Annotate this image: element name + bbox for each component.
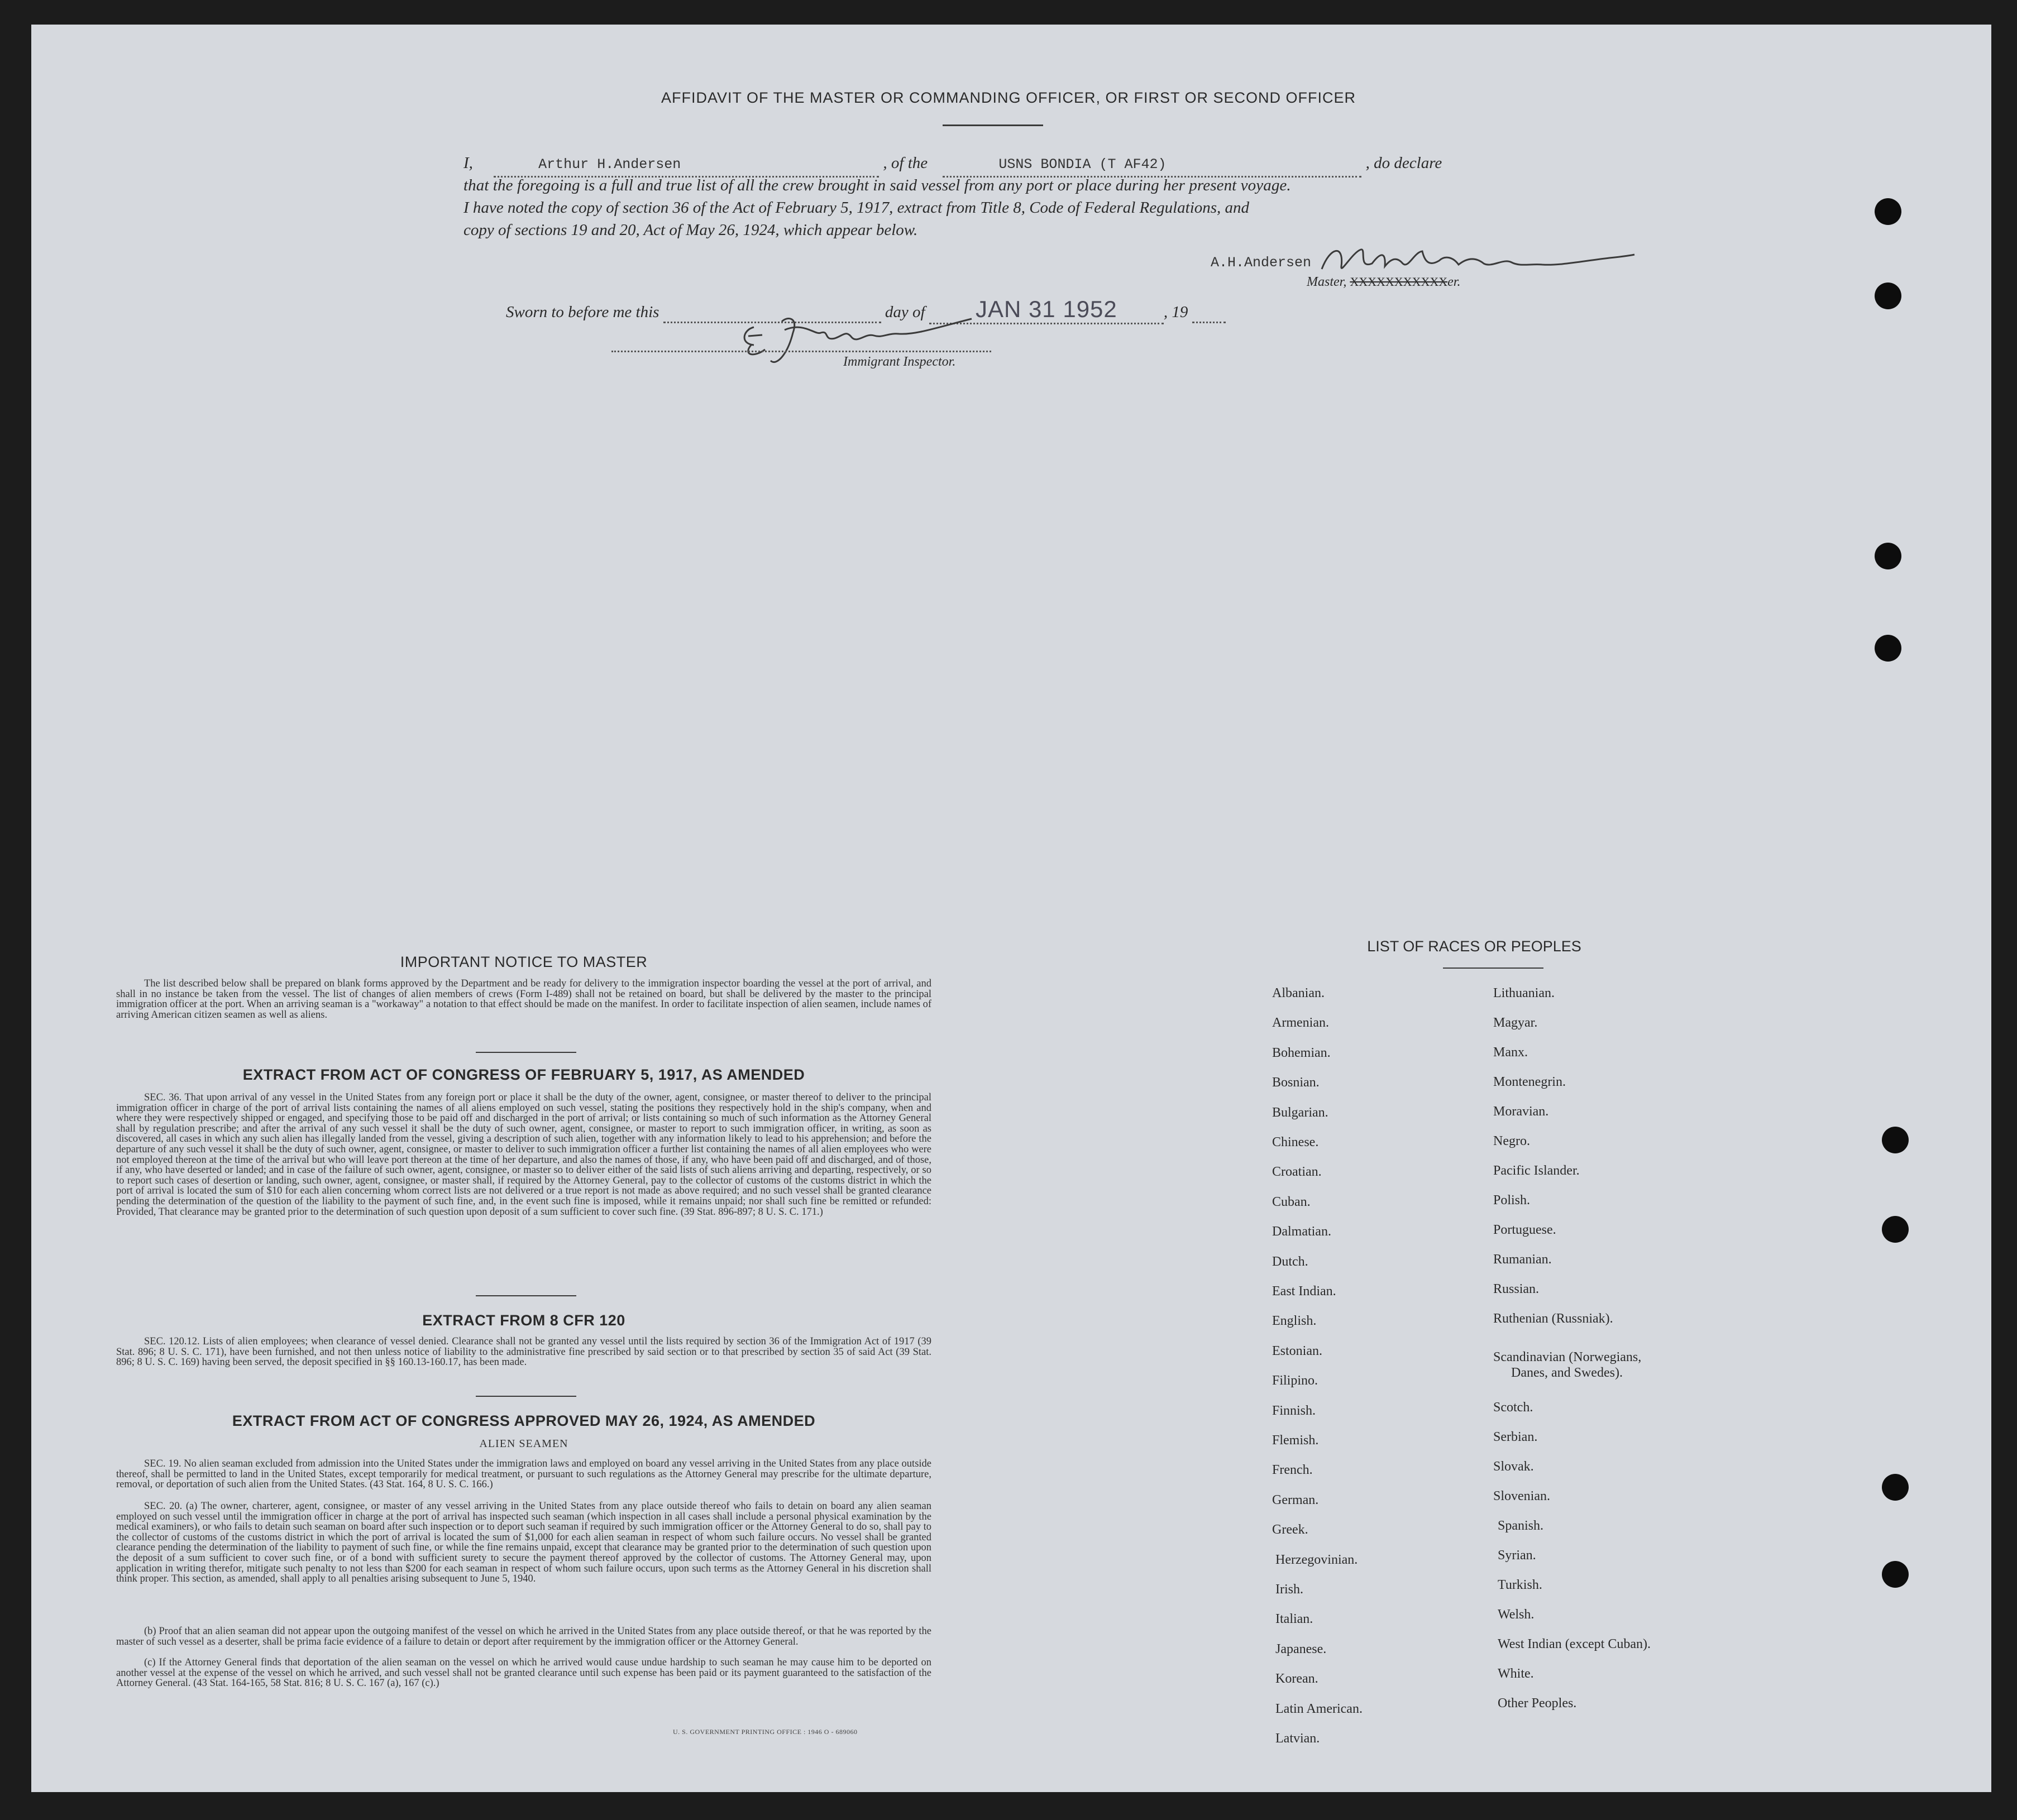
notice-body: The list described below shall be prepared on blank forms approved by the Department and be ready for delivery to the immigration inspector boarding the vessel at the port of arrival, and shall in no instance be taken from the vessel. The list of changes of alien members of crews (Form I-489) shall not be retained on board, but shall be delivered by the master to the principal immigration officer at the port. When an arriving seaman is a "workaway" a notation to that effect should be made on the manifest. In order to facilitate inspection of alien seamen, include names of arriving American citizen seamen as well as aliens. [116,978,931,1021]
race-item: Magyar. [1493,1016,1538,1030]
race-item: Slovenian. [1493,1489,1550,1503]
extract-8cfr-title: EXTRACT FROM 8 CFR 120 [422,1312,625,1329]
races-divider [1443,968,1543,969]
race-item: Serbian. [1493,1430,1538,1444]
race-item: White. [1498,1666,1534,1681]
race-item: Turkish. [1498,1578,1542,1592]
divider [476,1052,576,1053]
race-item: Dalmatian. [1272,1224,1331,1239]
year-field [1192,303,1226,323]
sec-20b-text: (b) Proof that an alien seaman did not appear upon the outgoing manifest of the vessel on which he arrived in the United States from any place outside thereof, or that he was reported by the master of such vessel as a deserter, shall be prima facie evidence of a failure to detain or deport after requirement by the immigration officer or the Attorney General. [116,1626,931,1647]
officer-suffix: er. [1447,275,1461,289]
affidavit-line-4: copy of sections 19 and 20, Act of May 26, 1924, which appear below. [463,221,918,239]
punch-hole [1875,198,1901,225]
race-item: Rumanian. [1493,1252,1552,1267]
affidavit-line-3: I have noted the copy of section 36 of the Act of February 5, 1917, extract from Title 8, Code of Federal Regulations, and [463,199,1250,217]
extract-1917-body: SEC. 36. That upon arrival of any vessel in the United States from any foreign port or place it shall be the duty of the owner, agent, consignee, or master thereof to deliver to the principal immigration officer in charge of the port of arrival lists containing the names of all aliens employed on such vessel, stating the positions they respectively hold in the ship's company, when and where they were respectively shipped or engaged, and specifying those to be paid off and discharged in the port of arrival; or lists containing so much of such information as the Attorney General shall by regulation prescribe; and after the arrival of any such vessel it shall be the duty of such owner, agent, consignee, or master to report to such immigration officer, in writing, as soon as discovered, all cases in which any such alien has illegally landed from the vessel, giving a description of such alien, together with any information likely to lead to his apprehension; and before the departure of any such vessel it shall be the duty of such owner, agent, consignee, or master to deliver to such immigration officer a further list containing the names of all alien employees who were not employed thereon at the time of the arrival but who will leave port thereon at the time of her departure, and also the names of those, if any, who have been paid off and discharged, and of those, if any, who have deserted or landed; and in case of the failure of such owner, agent, consignee, or master so to deliver either of the said lists of such aliens arriving and departing, respectively, or so to report such cases of desertion or landing, such owner, agent, consignee, or master shall, if required by the Attorney General, pay to the collector of customs of the customs district in which the port of arrival is located the sum of $10 for each alien concerning whom correct lists are not delivered or a true report is not made as above required; and no such vessel shall be granted clearance pending the determination of the question of the liability to the payment of such fine, and, in the event such fine is imposed, while it remains unpaid; nor shall such fine be remitted or refunded: Provided, That clearance may be granted prior to the determination of such question upon deposit of a sum sufficient to cover such fine. (39 Stat. 896-897; 8 U. S. C. 171.) [116,1092,931,1218]
of-the-label: , of the [883,154,928,172]
race-item: Japanese. [1275,1641,1327,1656]
punch-hole [1882,1216,1909,1243]
race-item: Cuban. [1272,1194,1311,1209]
race-item: Filipino. [1272,1373,1318,1388]
race-item: Italian. [1275,1612,1313,1627]
race-item: Flemish. [1272,1433,1319,1448]
punch-hole [1882,1561,1909,1588]
race-item: Albanian. [1272,986,1325,1000]
struck-text: XXXXXXXXXXX [1350,275,1448,289]
race-item: Finnish. [1272,1403,1316,1418]
punch-hole [1875,282,1901,309]
punch-hole [1882,1127,1909,1153]
race-item: Other Peoples. [1498,1696,1577,1711]
notice-title: IMPORTANT NOTICE TO MASTER [400,954,648,970]
race-item: West Indian (except Cuban). [1498,1637,1651,1651]
race-item: Lithuanian. [1493,986,1555,1000]
divider [476,1396,576,1397]
race-item: Syrian. [1498,1548,1536,1563]
do-declare-label: , do declare [1365,154,1442,172]
punch-hole [1875,543,1901,569]
race-item: Pacific Islander. [1493,1163,1580,1178]
master-label: Master, [1307,275,1347,289]
affidavit-line-2: that the foregoing is a full and true list of all the crew brought in said vessel from any port or place during her present voyage. [463,176,1291,194]
race-item: Estonian. [1272,1343,1322,1358]
divider [476,1295,576,1296]
alien-seamen-subtitle: ALIEN SEAMEN [479,1438,568,1450]
date-stamp: JAN 31 1952 [975,296,1117,322]
affidavit-title: AFFIDAVIT OF THE MASTER OR COMMANDING OFFICER, OR FIRST OR SECOND OFFICER [661,89,1356,106]
race-item: Manx. [1493,1045,1528,1060]
race-item: French. [1272,1463,1313,1478]
race-item: Negro. [1493,1134,1530,1148]
i-label: I, [463,154,473,172]
race-item: Armenian. [1272,1016,1329,1031]
punch-hole [1882,1474,1909,1501]
printer-imprint: U. S. GOVERNMENT PRINTING OFFICE : 1946 O - 689060 [673,1728,858,1736]
master-title-line [1307,275,1460,290]
race-item: Croatian. [1272,1165,1322,1180]
race-item: Welsh. [1498,1607,1535,1622]
race-item: Bohemian. [1272,1045,1331,1060]
race-item: Scotch. [1493,1400,1533,1415]
race-item: Danes, and Swedes). [1511,1366,1623,1380]
title-divider [943,124,1043,126]
races-title: LIST OF RACES OR PEOPLES [1367,938,1581,955]
race-item: Russian. [1493,1282,1540,1296]
race-item: Scandinavian (Norwegians, [1493,1350,1642,1364]
sec-20c-text: (c) If the Attorney General finds that deportation of the alien seaman on the vessel on which he arrived would cause undue hardship to such seaman he may cause him to be deported on another vessel at the expense of the vessel on which he arrived, and such vessel shall not be granted clearance until such expense has been paid or its payment guaranteed to the satisfaction of the Attorney General. (43 Stat. 164-165, 58 Stat. 816; 8 U. S. C. 167 (a), 167 (c).) [116,1657,931,1689]
punch-hole [1875,635,1901,662]
race-item: Slovak. [1493,1459,1534,1474]
sec-20a-text: SEC. 20. (a) The owner, charterer, agent, consignee, or master of any vessel arriving in the United States from any place outside thereof who fails to detain on board any alien seaman employed on such vessel until the immigration officer in charge at the port of arrival has inspected such seaman (which inspection in all cases shall include a personal physical examination by the medical examiners), or who fails to detain such seaman on board after such inspection or to deport such seaman if required by such immigration officer or the Attorney General to do so, shall pay to the collector of customs of the customs district in which the port of arrival is located the sum of $1,000 for each alien seaman in respect of whom such failure occurs. No vessel shall be granted clearance pending the determination of the liability to payment of such fine, or while the fine remains unpaid, except that clearance may be granted prior to the determination of such question upon the deposit of a sum sufficient to cover such fine, or of a bond with sufficient surety to secure the payment thereof approved by the collector of customs. The Attorney General may, upon application in writing therefor, mitigate such penalty to not less than $200 for each seaman in respect of whom such failure occurs, upon such terms as the Attorney General in his discretion shall think proper. This section, as amended, shall apply to all penalties arising subsequent to June 5, 1940. [116,1501,931,1585]
year-label: , 19 [1163,303,1188,321]
sec-19-text: SEC. 19. No alien seaman excluded from admission into the United States under the immigration laws and employed on board any vessel arriving in the United States from any place outside thereof, shall be permitted to land in the United States, except temporarily for medical treatment, or pursuant to such regulations as the Attorney General may prescribe for the ultimate departure, removal, or deportation of such alien from the United States. (43 Stat. 164, 8 U. S. C. 166.) [116,1458,931,1491]
inspector-label: Immigrant Inspector. [843,355,956,369]
race-item: East Indian. [1272,1284,1336,1299]
race-item: Herzegovinian. [1275,1552,1358,1567]
race-item: Ruthenian (Russniak). [1493,1311,1613,1326]
race-item: Moravian. [1493,1104,1549,1119]
typed-signer-name: A.H.Andersen [1211,255,1312,271]
race-item: Spanish. [1498,1519,1544,1533]
day-of-label: day of [885,303,925,321]
race-item: English. [1272,1314,1317,1329]
sworn-label: Sworn to before me this [506,303,659,321]
extract-1924-title: EXTRACT FROM ACT OF CONGRESS APPROVED MAY 26, 1924, AS AMENDED [232,1412,816,1429]
race-item: Latvian. [1275,1731,1320,1746]
race-item: Portuguese. [1493,1223,1556,1237]
race-item: Bosnian. [1272,1075,1320,1090]
race-item: Latin American. [1275,1701,1363,1716]
race-item: German. [1272,1492,1319,1507]
race-item: Montenegrin. [1493,1075,1566,1089]
race-item: Greek. [1272,1522,1308,1538]
race-item: Chinese. [1272,1135,1319,1150]
race-item: Polish. [1493,1193,1531,1208]
race-item: Irish. [1275,1582,1303,1597]
inspector-signature-line [611,351,991,352]
extract-1917-title: EXTRACT FROM ACT OF CONGRESS OF FEBRUARY 5, 1917, AS AMENDED [242,1066,805,1083]
vessel-name: USNS BONDIA (T AF42) [998,156,1167,173]
race-item: Bulgarian. [1272,1105,1328,1120]
master-name: Arthur H.Andersen [538,156,681,173]
race-item: Dutch. [1272,1254,1308,1269]
extract-8cfr-body: SEC. 120.12. Lists of alien employees; when clearance of vessel denied. Clearance shall not be granted any vessel until the lists required by section 36 of the Immigration Act of 1917 (39 Stat. 896; 8 U. S. C. 171), have been furnished, and not then unless notice of liability to the administrative fine prescribed by said section or to that prescribed by section 35 of said Act (39 Stat. 896; 8 U. S. C. 169) having been served, the deposit specified in §§ 160.13-160.17, has been made. [116,1336,931,1368]
race-item: Korean. [1275,1671,1318,1687]
